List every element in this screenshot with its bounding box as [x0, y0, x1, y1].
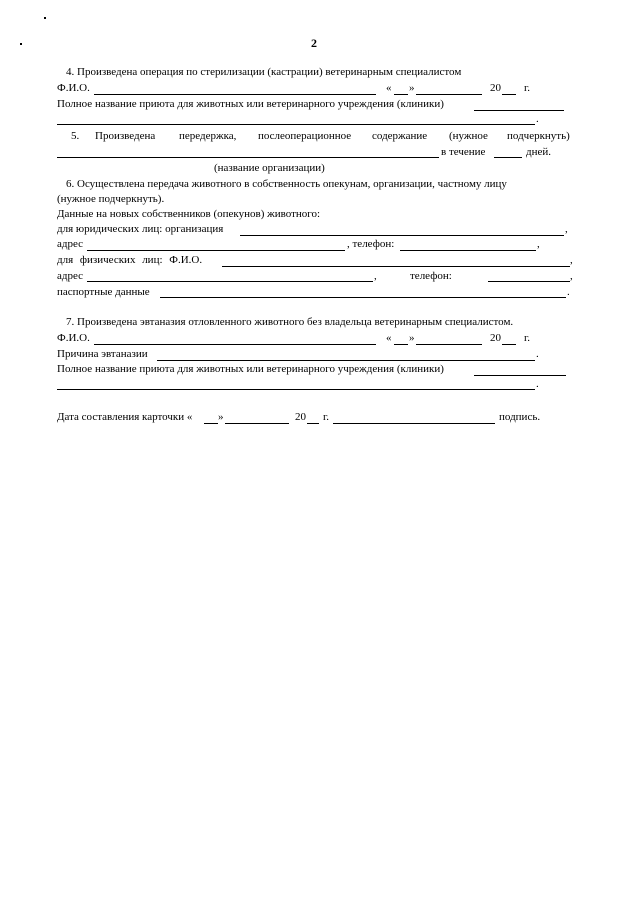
footer-year-field[interactable]: [307, 423, 319, 424]
s5-days-label: дней.: [526, 146, 552, 158]
s7-month-field[interactable]: [416, 344, 482, 345]
s6-phone-label: , телефон:: [347, 238, 395, 250]
s4-year-suffix: г.: [524, 82, 531, 94]
s7-fio-field[interactable]: [94, 344, 376, 345]
s6-phone2-field[interactable]: [488, 281, 570, 282]
section-6-title: 6. Осуществлена передача животного в собственность опекунам, организации, частному лицу: [66, 178, 507, 190]
s4-day-field[interactable]: [394, 94, 408, 95]
s5-word-5: (нужное: [449, 130, 488, 142]
s7-year-field[interactable]: [502, 344, 516, 345]
s4-end: .: [536, 113, 539, 125]
s6-owners-label: Данные на новых собственников (опекунов) животного:: [57, 208, 321, 220]
s6-comma: ,: [570, 270, 573, 282]
s4-fio-label: Ф.И.О.: [57, 82, 90, 94]
s7-day-field[interactable]: [394, 344, 408, 345]
s5-word-3: послеоперационное: [258, 130, 352, 142]
s7-date-open: «: [386, 332, 392, 344]
s7-year-suffix: г.: [524, 332, 531, 344]
s6-comma: ,: [570, 254, 573, 266]
s7-fio-label: Ф.И.О.: [57, 332, 90, 344]
s4-fio-field[interactable]: [94, 94, 376, 95]
s6-address-field[interactable]: [87, 250, 345, 251]
s4-date-mid: »: [409, 82, 415, 94]
s7-year-label: 20: [490, 332, 501, 344]
footer-date-label: Дата составления карточки «: [57, 411, 193, 423]
s4-clinic-field-2[interactable]: [57, 124, 535, 125]
s6-address2-field[interactable]: [87, 281, 373, 282]
s6-passport-field[interactable]: [160, 297, 566, 298]
s7-reason-label: Причина эвтаназии: [57, 348, 148, 360]
s6-physical-fio-field[interactable]: [222, 266, 570, 267]
s4-date-open: «: [386, 82, 392, 94]
s4-clinic-label: Полное название приюта для животных или ветеринарного учреждения (клиники): [57, 98, 444, 110]
s6-phone-field[interactable]: [400, 250, 536, 251]
s5-word-4: содержание: [372, 130, 428, 142]
s4-month-field[interactable]: [416, 94, 482, 95]
section-7-title: 7. Произведена эвтаназия отловленного животного без владельца ветеринарным специалистом.: [66, 316, 514, 328]
s7-reason-end: .: [536, 348, 539, 360]
s6-phone2-label: телефон:: [410, 270, 452, 282]
s7-clinic-field-2[interactable]: [57, 389, 535, 390]
page-number: 2: [311, 36, 317, 50]
footer-signature-field[interactable]: [333, 423, 495, 424]
s4-year-field[interactable]: [502, 94, 516, 95]
section-6-note: (нужное подчеркнуть).: [57, 193, 165, 205]
s6-passport-label: паспортные данные: [57, 286, 150, 298]
s5-word-1: Произведена: [95, 130, 156, 142]
s6-end: .: [567, 286, 570, 298]
s5-days-field[interactable]: [494, 157, 522, 158]
section-4-title: 4. Произведена операция по стерилизации (кастрации) ветеринарным специалистом: [66, 66, 462, 78]
s6-address2-label: адрес: [57, 270, 84, 282]
s7-date-mid: »: [409, 332, 415, 344]
s6-organization-field[interactable]: [240, 235, 564, 236]
s6-comma: ,: [565, 223, 568, 235]
s6-physical-label: для физических лиц: Ф.И.О.: [57, 254, 203, 266]
s4-year-label: 20: [490, 82, 501, 94]
s5-org-field[interactable]: [57, 157, 439, 158]
footer-month-field[interactable]: [225, 423, 289, 424]
s7-end: .: [536, 378, 539, 390]
footer-year-suffix: г.: [323, 411, 330, 423]
s6-comma: ,: [374, 270, 377, 282]
s6-legal-label: для юридических лиц: организация: [57, 223, 224, 235]
footer-signature-label: подпись.: [499, 411, 541, 423]
s5-org-caption: (название организации): [214, 162, 325, 174]
scan-speck: [20, 43, 22, 45]
s7-reason-field[interactable]: [157, 360, 535, 361]
s5-word-2: передержка,: [179, 130, 237, 142]
footer-year-label: 20: [295, 411, 306, 423]
s5-num: 5.: [71, 130, 80, 142]
s7-clinic-label: Полное название приюта для животных или ветеринарного учреждения (клиники): [57, 363, 444, 375]
s6-address-label: адрес: [57, 238, 84, 250]
footer-date-mid: »: [218, 411, 224, 423]
s6-comma: ,: [537, 238, 540, 250]
s4-clinic-field[interactable]: [474, 110, 564, 111]
s5-word-6: подчеркнуть): [507, 130, 570, 142]
s7-clinic-field[interactable]: [474, 375, 566, 376]
scan-speck: [44, 17, 46, 19]
s5-during-label: в течение: [441, 146, 486, 158]
footer-day-field[interactable]: [204, 423, 218, 424]
